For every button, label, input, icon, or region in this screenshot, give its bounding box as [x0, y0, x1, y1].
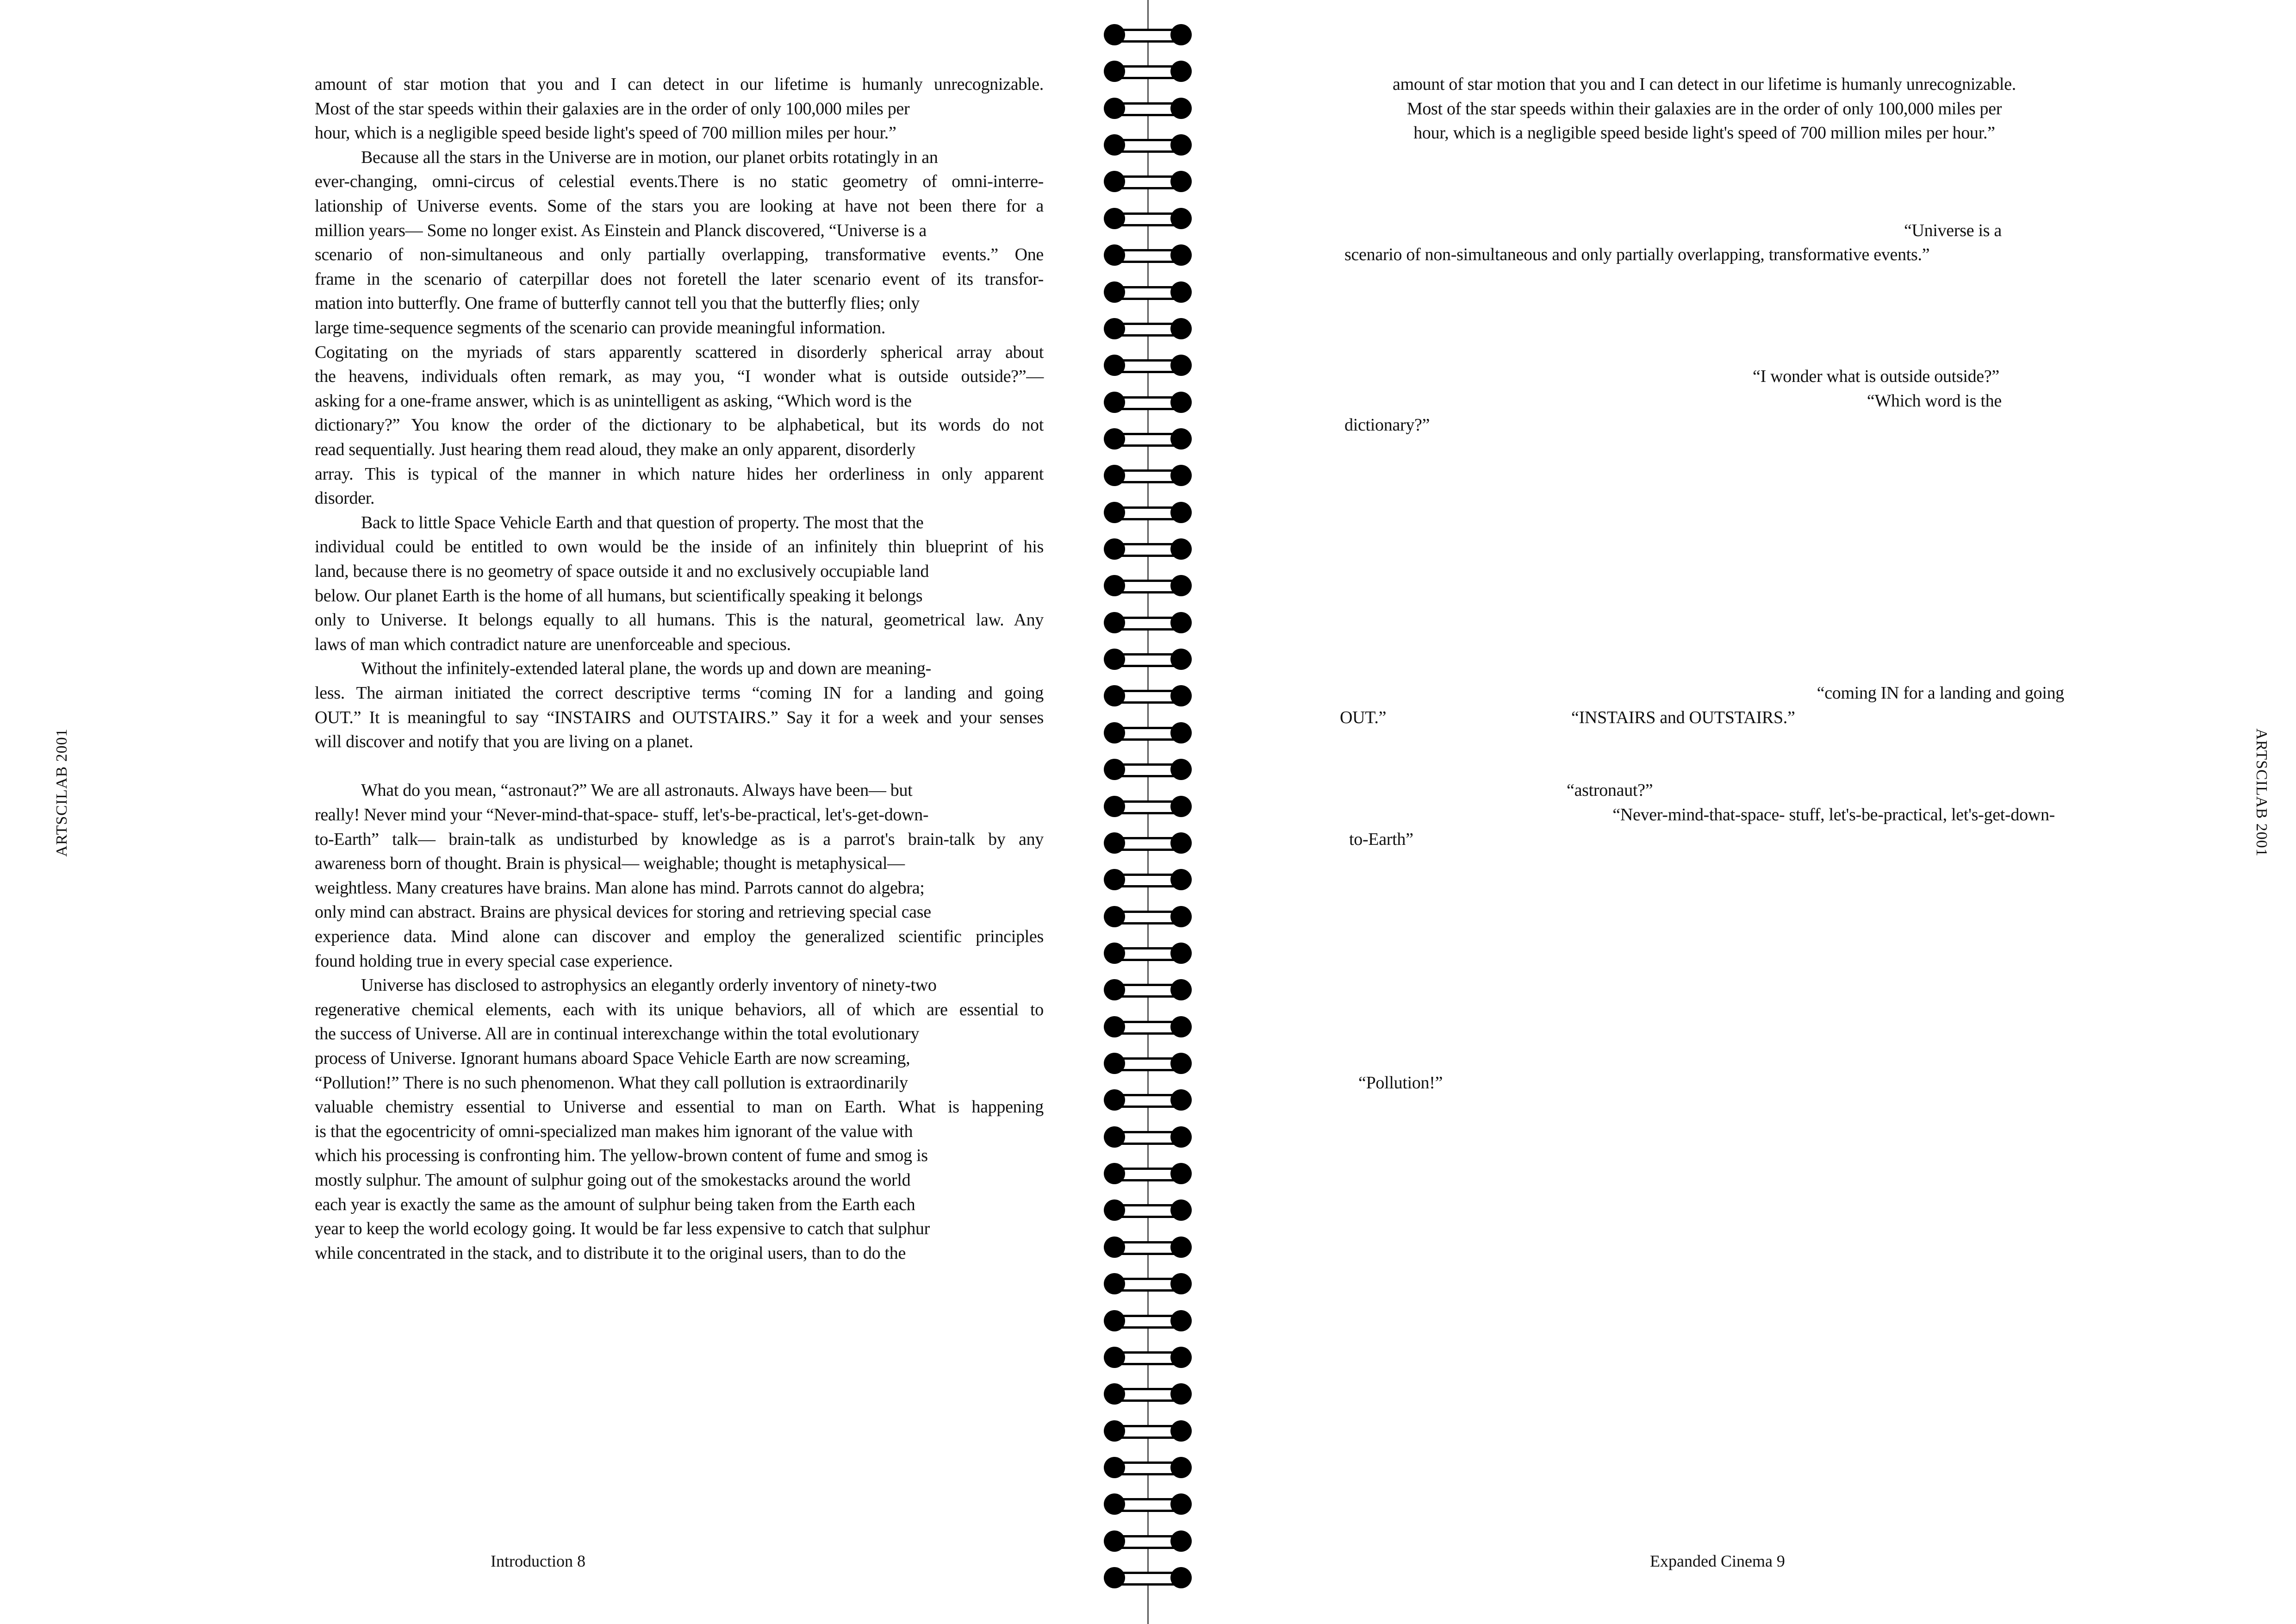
quote-fragment: “Pollution!” [1358, 1073, 1443, 1093]
right-side-label: ARTSCILAB 2001 [2253, 728, 2270, 857]
text-line: lationship of Universe events. Some of the stars you are looking at have not been there for a [315, 196, 1044, 216]
text-line: mation into butterfly. One frame of butterfly cannot tell you that the butterfly flies; only [315, 294, 920, 313]
text-line: dictionary?” You know the order of the dictionary to be alphabetical, but its words do not [315, 415, 1044, 435]
quote-fragment: “I wonder what is outside outside?” [1753, 367, 1999, 387]
text-line: Without the infinitely-extended lateral plane, the words up and down are meaning- [361, 659, 931, 679]
text-line: OUT.” It is meaningful to say “INSTAIRS and OUTSTAIRS.” Say it for a week and your senses [315, 707, 1044, 727]
text-line: experience data. Mind alone can discover and employ the generalized scientific principles [315, 927, 1044, 946]
text-line: is that the egocentricity of omni-specialized man makes him ignorant of the value with [315, 1121, 913, 1141]
text-line: amount of star motion that you and I can detect in our lifetime is humanly unrecognizable. [315, 75, 1044, 94]
text-line: scenario of non-simultaneous and only partially overlapping, transformative events.” One [315, 245, 1044, 265]
quote-fragment: “Never-mind-that-space- stuff, let's-be-practical, let's-get-down- [1612, 805, 2055, 824]
quote-fragment: scenario of non-simultaneous and only partially overlapping, transformative events.” [1344, 245, 1930, 265]
text-line: land, because there is no geometry of space outside it and no exclusively occupiable land [315, 562, 929, 581]
text-line: year to keep the world ecology going. It would be far less expensive to catch that sulphur [315, 1219, 930, 1239]
text-line: really! Never mind your “Never-mind-that-space- stuff, let's-be-practical, let's-get-down- [315, 805, 929, 824]
left-side-label: ARTSCILAB 2001 [53, 728, 70, 857]
text-line: while concentrated in the stack, and to distribute it to the original users, than to do the [315, 1243, 906, 1263]
quote-fragment: “astronaut?” [1567, 781, 1653, 800]
text-line: below. Our planet Earth is the home of all humans, but scientifically speaking it belongs [315, 586, 923, 606]
text-line: Back to little Space Vehicle Earth and that question of property. The most that the [361, 512, 924, 532]
text-line: million years— Some no longer exist. As Einstein and Planck discovered, “Universe is a [315, 220, 927, 240]
text-line: Most of the star speeds within their galaxies are in the order of only 100,000 miles per [315, 99, 910, 119]
text-line: read sequentially. Just hearing them read aloud, they make an only apparent, disorderly [315, 440, 915, 459]
text-line: awareness born of thought. Brain is physical— weighable; thought is metaphysical— [315, 854, 905, 874]
text-line: array. This is typical of the manner in which nature hides her orderliness in only apparent [315, 464, 1044, 484]
text-line: process of Universe. Ignorant humans aboard Space Vehicle Earth are now screaming, [315, 1049, 910, 1068]
text-line: will discover and notify that you are living on a planet. [315, 732, 693, 752]
quote-fragment: “Which word is the [1867, 391, 2002, 411]
text-line: individual could be entitled to own would be the inside of an infinitely thin blueprint of his [315, 537, 1044, 557]
text-line: “Pollution!” There is no such phenomenon. What they call pollution is extraordinarily [315, 1073, 908, 1093]
text-line: weightless. Many creatures have brains. Man alone has mind. Parrots cannot do algebra; [315, 878, 925, 898]
text-line: laws of man which contradict nature are unenforceable and specious. [315, 634, 791, 654]
text-line: large time-sequence segments of the scenario can provide meaningful information. [315, 318, 886, 337]
text-line: which his processing is confronting him. The yellow-brown content of fume and smog is [315, 1146, 928, 1166]
text-line: asking for a one-frame answer, which is as unintelligent as asking, “Which word is the [315, 391, 912, 411]
quote-fragment: to-Earth” [1349, 829, 1413, 849]
quote-fragment: “coming IN for a landing and going [1817, 683, 2064, 703]
text-line: hour, which is a negligible speed beside light's speed of 700 million miles per hour.” [315, 123, 896, 143]
text-line: disorder. [315, 488, 375, 508]
text-line: ever-changing, omni-circus of celestial events.There is no static geometry of omni-interre- [315, 172, 1044, 192]
quote-fragment: Most of the star speeds within their galaxies are in the order of only 100,000 miles per [1406, 99, 2002, 119]
text-line: only to Universe. It belongs equally to all humans. This is the natural, geometrical law. Any [315, 610, 1044, 630]
text-line: each year is exactly the same as the amount of sulphur being taken from the Earth each [315, 1194, 915, 1214]
quote-fragment: amount of star motion that you and I can detect in our lifetime is humanly unrecognizable. [1393, 75, 2016, 94]
quote-fragment: “Universe is a [1904, 220, 2002, 240]
text-line: regenerative chemical elements, each with its unique behaviors, all of which are essential to [315, 999, 1044, 1019]
text-line: valuable chemistry essential to Universe and essential to man on Earth. What is happening [315, 1097, 1044, 1117]
text-line: the heavens, individuals often remark, as may you, “I wonder what is outside outside?”— [315, 367, 1044, 387]
text-line: Cogitating on the myriads of stars apparently scattered in disorderly spherical array about [315, 342, 1044, 362]
text-line: to-Earth” talk— brain-talk as undisturbed by knowledge as is a parrot's brain-talk by any [315, 829, 1044, 849]
text-line: found holding true in every special case experience. [315, 951, 673, 971]
quote-fragment: hour, which is a negligible speed beside light's speed of 700 million miles per hour.” [1413, 123, 1995, 143]
left-page-footer: Introduction 8 [491, 1552, 585, 1570]
quote-fragment: “INSTAIRS and OUTSTAIRS.” [1571, 707, 1795, 727]
quote-fragment: OUT.” [1340, 707, 1387, 727]
text-line: the success of Universe. All are in continual interexchange within the total evolutionary [315, 1024, 920, 1044]
text-line: Universe has disclosed to astrophysics an elegantly orderly inventory of ninety-two [361, 975, 937, 995]
text-line: Because all the stars in the Universe are in motion, our planet orbits rotatingly in an [361, 147, 938, 167]
text-line: less. The airman initiated the correct descriptive terms “coming IN for a landing and going [315, 683, 1044, 703]
page-spine [1147, 0, 1149, 1624]
text-line: mostly sulphur. The amount of sulphur going out of the smokestacks around the world [315, 1170, 911, 1190]
text-line: What do you mean, “astronaut?” We are all astronauts. Always have been— but [361, 781, 913, 800]
text-line: frame in the scenario of caterpillar does not foretell the later scenario event of its transfor- [315, 269, 1044, 289]
text-line: only mind can abstract. Brains are physical devices for storing and retrieving special case [315, 902, 931, 922]
quote-fragment: dictionary?” [1344, 415, 1430, 435]
right-page-footer: Expanded Cinema 9 [1650, 1552, 1785, 1570]
